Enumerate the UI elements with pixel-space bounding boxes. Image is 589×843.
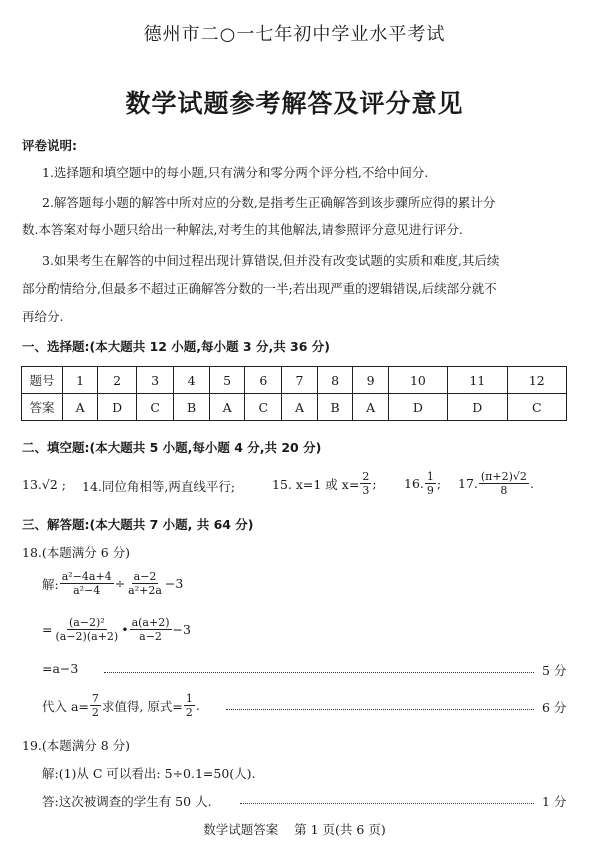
denominator: a²+2a: [128, 584, 162, 597]
dotted-leader: [104, 672, 534, 673]
numerator: a−2: [133, 570, 157, 583]
fill-answer-14: 14.同位角相等,两直线平行;: [82, 479, 236, 494]
separator: .: [529, 476, 534, 491]
answer-cell: A: [209, 394, 244, 421]
numerator: 2: [362, 470, 370, 483]
page-footer: 数学试题答案 第 1 页(共 6 页): [203, 822, 386, 837]
fraction: [130, 616, 172, 643]
fill-answer-17-text: 17.: [458, 476, 478, 491]
dotted-leader: [226, 709, 534, 710]
denominator: 8: [500, 484, 508, 497]
q18-step-3: =a−3: [42, 661, 79, 676]
section-2-heading: 二、填空题:(本大题共 5 小题,每小题 4 分,共 20 分): [22, 440, 322, 455]
answer-cell: C: [507, 394, 566, 421]
numerator: (a−2)²: [68, 616, 105, 629]
q18-step-2: [42, 616, 191, 643]
question-18-label: 18.(本题满分 6 分): [22, 545, 131, 560]
question-number: 7: [282, 367, 317, 394]
period: .: [195, 698, 200, 713]
q19-step-1: 解:(1)从 C 可以看出: 5÷0.1=50(人).: [42, 766, 256, 781]
question-number: 11: [448, 367, 507, 394]
answer-cell: B: [174, 394, 210, 421]
separator: ;: [372, 476, 377, 491]
denominator: 3: [362, 484, 370, 497]
fraction: [90, 692, 101, 719]
instruction-2-line-2: 数.本答案对每小题只给出一种解法,对考生的其他解法,请参照评分意见进行评分.: [22, 222, 463, 237]
question-number: 10: [388, 367, 447, 394]
instruction-1: 1.选择题和填空题中的每小题,只有满分和零分两个评分档,不给中间分.: [42, 165, 429, 180]
fraction: [126, 570, 164, 597]
fill-answer-16-text: 16.: [404, 476, 424, 491]
fraction: [60, 570, 114, 597]
score-label: 5 分: [542, 663, 567, 678]
result-text: 求值得, 原式=: [101, 698, 183, 714]
fraction: [425, 470, 436, 497]
fraction: [360, 470, 371, 497]
q19-answer: 答:这次被调查的学生有 50 人.: [42, 794, 212, 809]
question-number: 1: [63, 367, 98, 394]
term: −3: [164, 576, 184, 591]
operator: •: [121, 622, 129, 637]
instruction-2-line-1: 2.解答题每小题的解答中所对应的分数,是指考生正确解答到该步骤所应得的累计分: [42, 195, 496, 210]
equals: =: [42, 622, 53, 637]
answer-cell: A: [63, 394, 98, 421]
document-header: 德州市二○一七年初中学业水平考试: [143, 24, 446, 45]
fill-answer-13: 13.√2 ;: [22, 477, 66, 492]
operator: ÷: [114, 576, 126, 591]
answer-table: [21, 366, 567, 421]
answer-cell: B: [317, 394, 353, 421]
q18-step-4: [42, 692, 200, 719]
question-number: 6: [245, 367, 282, 394]
fill-answer-17: [458, 470, 534, 497]
row-label-answer: 答案: [22, 394, 63, 421]
question-number: 9: [353, 367, 388, 394]
answer-cell: D: [98, 394, 137, 421]
question-number: 8: [317, 367, 353, 394]
answer-cell: C: [137, 394, 174, 421]
answer-cell: D: [448, 394, 507, 421]
answer-cell: A: [353, 394, 388, 421]
question-19-label: 19.(本题满分 8 分): [22, 738, 131, 753]
numerator: (π+2)√2: [480, 470, 527, 483]
denominator: 2: [91, 706, 99, 719]
fill-answer-15: [272, 470, 377, 497]
answer-cell: A: [282, 394, 317, 421]
numerator: a(a+2): [131, 616, 170, 629]
question-number: 2: [98, 367, 137, 394]
question-number: 4: [174, 367, 210, 394]
question-number: 3: [137, 367, 174, 394]
answer-cell: C: [245, 394, 282, 421]
term: −3: [172, 622, 191, 637]
section-3-heading: 三、解答题:(本大题共 7 小题, 共 64 分): [22, 517, 254, 532]
denominator: a²−4: [73, 584, 101, 597]
separator: ;: [436, 476, 442, 491]
instruction-3-line-1: 3.如果考生在解答的中间过程出现计算错误,但并没有改变试题的实质和难度,其后续: [42, 253, 500, 268]
section-1-heading: 一、选择题:(本大题共 12 小题,每小题 3 分,共 36 分): [22, 339, 331, 354]
row-label-question: 题号: [22, 367, 63, 394]
document-title: 数学试题参考解答及评分意见: [125, 89, 464, 118]
denominator: 2: [185, 706, 193, 719]
score-label: 6 分: [542, 700, 567, 715]
denominator: 9: [426, 484, 434, 497]
solution-prefix: 解:: [42, 576, 59, 592]
fraction: [53, 616, 120, 643]
fraction: [479, 470, 529, 497]
fill-answer-15-text: 15. x=1 或 x=: [272, 476, 360, 492]
score-label: 1 分: [542, 794, 567, 809]
instructions-heading: 评卷说明:: [22, 138, 77, 153]
question-number: 12: [507, 367, 566, 394]
fraction: [184, 692, 195, 719]
fill-answer-16: [404, 470, 441, 497]
denominator: a−2: [139, 630, 162, 643]
instruction-3-line-3: 再给分.: [22, 309, 64, 324]
numerator: 7: [91, 692, 99, 705]
numerator: 1: [185, 692, 193, 705]
numerator: 1: [426, 470, 434, 483]
instruction-3-line-2: 部分酌情给分,但最多不超过正确解答分数的一半;若出现严重的逻辑错误,后续部分就不: [22, 281, 497, 296]
denominator: (a−2)(a+2): [55, 630, 119, 643]
question-number: 5: [209, 367, 244, 394]
question-number-row: [22, 367, 567, 394]
answer-cell: D: [388, 394, 447, 421]
answer-row: [22, 394, 567, 421]
numerator: a²−4a+4: [61, 570, 112, 583]
dotted-leader: [240, 803, 534, 804]
q18-step-1: [42, 570, 183, 597]
substitution-text: 代入 a=: [42, 698, 89, 714]
